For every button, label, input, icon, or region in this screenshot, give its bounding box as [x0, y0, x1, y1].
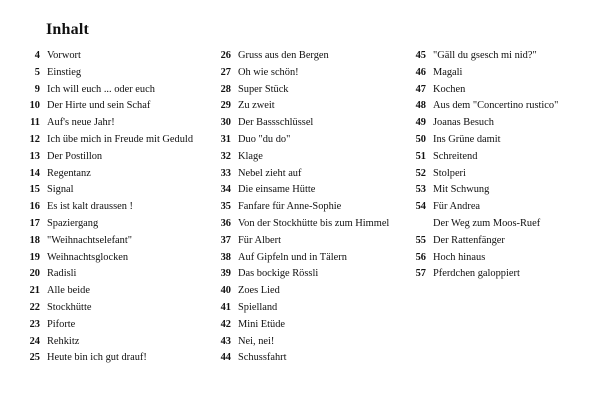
toc-entry [205, 250, 410, 267]
toc-page-number: 14 [29, 167, 40, 179]
toc-entry [400, 233, 595, 250]
toc-entry [14, 233, 210, 250]
toc-piece-title: Nei, nei! [238, 335, 275, 347]
toc-piece-title: Mit Schwung [433, 184, 490, 196]
toc-entry [205, 48, 410, 65]
toc-page-number: 19 [29, 251, 40, 263]
toc-page-number: 31 [220, 133, 231, 145]
toc-page-number: 9 [34, 83, 40, 95]
toc-page-number: 35 [220, 201, 231, 213]
toc-piece-title: Zu zweit [238, 100, 275, 112]
toc-entry [205, 300, 410, 317]
toc-page-number: 46 [415, 66, 426, 78]
toc-entry [14, 182, 210, 199]
toc-page-number: 51 [415, 150, 426, 162]
toc-page-number: 37 [220, 234, 231, 246]
toc-piece-title: Fanfare für Anne-Sophie [238, 201, 342, 213]
toc-piece-title: Auf Gipfeln und in Tälern [238, 251, 347, 263]
toc-piece-title: Vorwort [47, 50, 81, 61]
toc-page-number: 23 [29, 318, 40, 330]
toc-piece-title: Nebel zieht auf [238, 167, 302, 179]
toc-entry [400, 250, 595, 267]
toc-column-3 [400, 48, 595, 283]
toc-piece-title: Hoch hinaus [433, 251, 486, 263]
toc-page-number: 10 [29, 100, 40, 112]
toc-piece-title: Ins Grüne damit [433, 133, 501, 145]
toc-piece-title: Für Albert [238, 234, 282, 246]
toc-entry [14, 250, 210, 267]
toc-piece-title: Gruss aus den Bergen [238, 50, 329, 61]
toc-entry [205, 149, 410, 166]
toc-page-number: 40 [220, 285, 231, 297]
toc-piece-title: Von der Stockhütte bis zum Himmel [238, 217, 390, 229]
toc-entry [14, 300, 210, 317]
toc-piece-title: Mini Etüde [238, 318, 286, 330]
toc-entry [14, 266, 210, 283]
toc-page-number: 15 [29, 184, 40, 196]
toc-entry [14, 149, 210, 166]
toc-piece-title: Zoes Lied [238, 285, 280, 297]
toc-piece-title: Stolperi [433, 167, 466, 179]
toc-piece-title: Auf's neue Jahr! [47, 117, 115, 129]
toc-piece-title: Kochen [433, 83, 466, 95]
toc-entry [14, 216, 210, 233]
toc-page-number: 18 [29, 234, 40, 246]
toc-piece-title: Super Stück [238, 83, 289, 95]
toc-page-number: 41 [220, 301, 231, 313]
toc-piece-title: Ich übe mich in Freude mit Geduld [47, 133, 194, 145]
toc-piece-title: Es ist kalt draussen ! [47, 201, 133, 213]
toc-entry [400, 98, 595, 115]
toc-page-number: 57 [415, 268, 426, 280]
toc-entry [14, 65, 210, 82]
toc-piece-title: Der Rattenfänger [433, 234, 505, 246]
toc-piece-title: Joanas Besuch [433, 117, 494, 129]
toc-piece-title: Oh wie schön! [238, 66, 299, 78]
toc-page-number: 49 [415, 117, 426, 129]
toc-page-number: 53 [415, 184, 426, 196]
toc-entry [400, 166, 595, 183]
toc-page-number: 52 [415, 167, 426, 179]
toc-entry [400, 48, 595, 65]
toc-entry [205, 317, 410, 334]
toc-piece-title: "Weihnachtselefant" [47, 234, 132, 246]
toc-piece-title: Spielland [238, 301, 278, 313]
toc-page-number: 47 [415, 83, 426, 95]
toc-piece-title: Spaziergang [47, 217, 99, 229]
toc-page-number: 45 [415, 50, 426, 61]
toc-piece-title: Duo "du do" [238, 133, 291, 145]
toc-entry [14, 166, 210, 183]
toc-entry [14, 283, 210, 300]
toc-page-number: 55 [415, 234, 426, 246]
toc-page-number: 27 [220, 66, 231, 78]
toc-piece-title: Signal [47, 184, 74, 196]
toc-piece-title: Der Hirte und sein Schaf [47, 100, 151, 112]
toc-page-number: 44 [220, 352, 231, 364]
toc-piece-title: Klage [238, 150, 263, 162]
toc-page-number: 33 [220, 167, 231, 179]
toc-page-number: 42 [220, 318, 231, 330]
toc-page-number: 34 [220, 184, 231, 196]
toc-piece-title: Aus dem "Concertino rustico" [433, 100, 559, 112]
toc-page-number: 21 [29, 285, 40, 297]
toc-piece-title: Der Bassschlüssel [238, 117, 314, 129]
toc-entry [14, 98, 210, 115]
toc-entry [205, 266, 410, 283]
toc-piece-title: Alle beide [47, 285, 90, 297]
toc-page-number: 29 [220, 100, 231, 112]
toc-piece-title: Der Weg zum Moos-Ruef [433, 217, 541, 229]
toc-entry [205, 182, 410, 199]
toc-entry [400, 266, 595, 283]
toc-entry [14, 334, 210, 351]
toc-entry [205, 98, 410, 115]
toc-piece-title: Weihnachtsglocken [47, 251, 129, 263]
toc-page-number: 43 [220, 335, 231, 347]
toc-page-number: 28 [220, 83, 231, 95]
toc-page-number: 17 [29, 217, 40, 229]
toc-page-number: 26 [220, 50, 231, 61]
toc-entry [400, 149, 595, 166]
toc-page-number: 16 [29, 201, 40, 213]
toc-page-number: 54 [415, 201, 426, 213]
toc-page-number: 38 [220, 251, 231, 263]
toc-piece-title: Stockhütte [47, 301, 92, 313]
toc-entry [205, 132, 410, 149]
page-title: Inhalt [46, 21, 89, 38]
toc-page-number: 20 [29, 268, 40, 280]
toc-entry [205, 65, 410, 82]
toc-page-number: 22 [29, 301, 40, 313]
toc-page-number: 13 [29, 150, 40, 162]
toc-page-number: 36 [220, 217, 231, 229]
toc-page-number: 24 [29, 335, 40, 347]
toc-piece-title: Rehkitz [47, 335, 80, 347]
toc-entry [400, 132, 595, 149]
toc-page-number: 25 [29, 352, 40, 364]
toc-piece-title: Das bockige Rössli [238, 268, 319, 280]
toc-entry [400, 182, 595, 199]
toc-page-number: 48 [415, 100, 426, 112]
toc-entry [205, 283, 410, 300]
toc-piece-title: Schreitend [433, 150, 478, 162]
toc-piece-title: Magali [433, 66, 463, 78]
toc-entry [14, 199, 210, 216]
toc-piece-title: Piforte [47, 318, 76, 330]
toc-entry [400, 199, 595, 216]
toc-entry [400, 216, 595, 233]
toc-entry [14, 350, 210, 367]
toc-piece-title: Einstieg [47, 66, 82, 78]
toc-entry [400, 115, 595, 132]
toc-piece-title: "Gäll du gsesch mi nid?" [433, 50, 537, 61]
toc-entry [14, 317, 210, 334]
toc-piece-title: Für Andrea [433, 201, 481, 213]
toc-piece-title: Schussfahrt [238, 352, 287, 364]
toc-piece-title: Der Postillon [47, 150, 103, 162]
toc-entry [205, 166, 410, 183]
toc-entry [205, 350, 410, 367]
toc-entry [14, 115, 210, 132]
toc-page-number: 12 [29, 133, 40, 145]
toc-entry [205, 199, 410, 216]
toc-entry [205, 115, 410, 132]
toc-entry [205, 334, 410, 351]
toc-page-number: 11 [30, 117, 40, 129]
toc-page-number: 32 [220, 150, 231, 162]
toc-entry [205, 233, 410, 250]
toc-entry [205, 216, 410, 233]
toc-page-number [400, 216, 426, 233]
toc-entry [14, 82, 210, 99]
toc-piece-title: Pferdchen galoppiert [433, 268, 520, 280]
toc-piece-title: Die einsame Hütte [238, 184, 316, 196]
toc-entry [205, 82, 410, 99]
toc-piece-title: Radisli [47, 268, 77, 280]
toc-column-2 [205, 48, 410, 367]
toc-entry [400, 65, 595, 82]
toc-page-number: 30 [220, 117, 231, 129]
toc-page-number: 5 [34, 66, 40, 78]
toc-page-number: 39 [220, 268, 231, 280]
toc-entry [400, 82, 595, 99]
toc-piece-title: Heute bin ich gut drauf! [47, 352, 147, 364]
toc-entry [14, 48, 210, 65]
toc-piece-title: Ich will euch ... oder euch [47, 83, 155, 95]
toc-page-number: 4 [34, 50, 40, 61]
toc-entry [14, 132, 210, 149]
toc-page-number: 50 [415, 133, 426, 145]
toc-page-number: 56 [415, 251, 426, 263]
toc-column-1 [14, 48, 210, 367]
toc-piece-title: Regentanz [47, 167, 91, 179]
